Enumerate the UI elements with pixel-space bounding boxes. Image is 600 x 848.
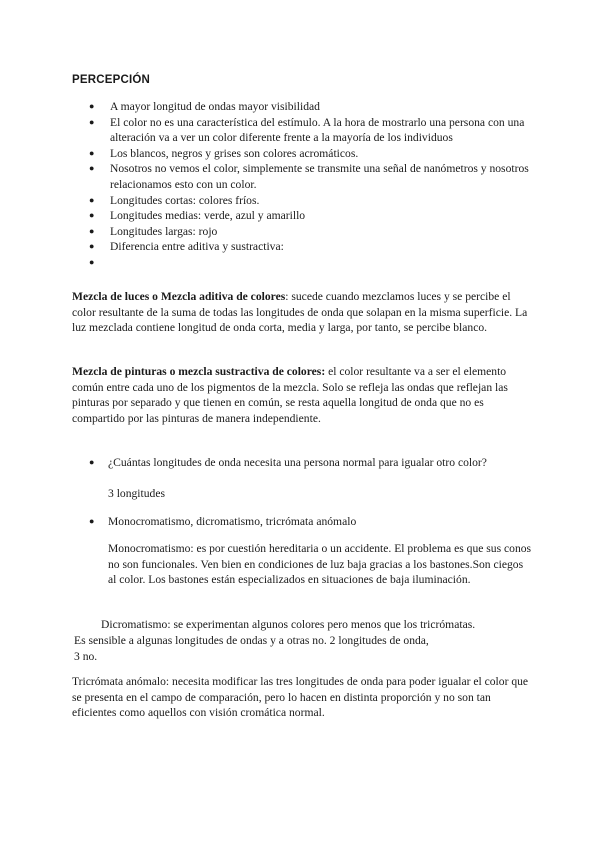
bullet-icon: ● — [89, 101, 95, 111]
dicromatismo-line-1: Dicromatismo: se experimentan algunos colores pero menos que los tricrómatas. — [101, 618, 476, 631]
question-item — [89, 455, 539, 471]
list-item — [74, 255, 540, 271]
list-item: ● Nosotros no vemos el color, simplemente se transmite una señal de nanómetros y nosotros relacionamos esto con un color. — [89, 162, 529, 191]
list-item: ● Longitudes medias: verde, azul y amarillo — [89, 209, 306, 223]
additive-term: Mezcla de luces o Mezcla aditiva de colores — [72, 290, 286, 303]
tricromata-paragraph: Tricrómata anómalo: necesita modificar las tres longitudes de onda para poder igualar el color que se presenta en el campo de comparación, pero lo hacen en distinta proporción y no son tan eficientes como aquellos con visión cromática normal. — [72, 675, 529, 720]
list-item: ● A mayor longitud de ondas mayor visibilidad — [89, 100, 320, 113]
bullet-icon: ● — [89, 457, 95, 467]
bullet-icon: ● — [89, 241, 95, 252]
list-item: ● El color no es una característica del estímulo. A la hora de mostrarlo una persona con una alteración va a ver un color diferente frente a la mayoría de los individuos — [89, 115, 525, 145]
dicromatismo-line-2: Es sensible a algunas longitudes de ondas y a otras no. 2 longitudes de onda, — [74, 634, 429, 647]
dicromatismo-line-3: 3 no. — [74, 650, 98, 663]
list-item: ● Longitudes cortas: colores fríos. — [89, 193, 260, 207]
additive-text: : sucede cuando mezclamos luces y se percibe el color resultante de la suma de todas las longitudes de onda que solapan en la misma superficie. La luz mezclada contiene longitud de onda corta, media y larga, por tanto, se percibe blanco. — [72, 290, 528, 335]
bullet-icon: ● — [89, 210, 95, 221]
bullet-icon: ● — [89, 147, 95, 158]
list-item: ● Longitudes largas: rojo — [89, 224, 218, 238]
answer-text: 3 longitudes — [108, 487, 166, 500]
bullet-icon: ● — [89, 256, 95, 267]
bullet-icon: ● — [89, 194, 95, 205]
monocromatismo-paragraph: Monocromatismo: es por cuestión hereditaria o un accidente. El problema es que sus conos no son funcionales. Ven bien en condiciones de luz baja gracias a los bastones.Son ciegos al color. Los bastones están especializados en situaciones de baja iluminación. — [108, 542, 532, 587]
additive-mixing-paragraph — [72, 289, 530, 336]
bullet-list — [74, 99, 540, 271]
question-text: ¿Cuántas longitudes de onda necesita una persona normal para igualar otro color? — [108, 456, 487, 469]
bullet-icon: ● — [89, 116, 95, 127]
bullet-icon: ● — [89, 516, 95, 526]
topics-item — [89, 514, 539, 530]
subtractive-term: Mezcla de pinturas o mezcla sustractiva de colores: — [72, 365, 326, 378]
list-item: ● Diferencia entre aditiva y sustractiva: — [89, 240, 284, 254]
page-title: PERCEPCIÓN — [72, 74, 151, 86]
bullet-icon: ● — [89, 163, 95, 174]
subtractive-mixing-paragraph — [72, 364, 534, 426]
subtractive-text: el color resultante va a ser el elemento común entre cada uno de los pigmentos de la mezcla. Solo se refleja las ondas que reflejan las pinturas por separado y que tienen en común, se resta aquella longitud de onda que no es compartido por las pinturas de manera independiente. — [72, 365, 508, 425]
list-item: ● Los blancos, negros y grises son colores acromáticos. — [89, 146, 359, 160]
bullet-icon: ● — [89, 225, 95, 236]
topics-text: Monocromatismo, dicromatismo, tricrómata anómalo — [108, 515, 357, 528]
